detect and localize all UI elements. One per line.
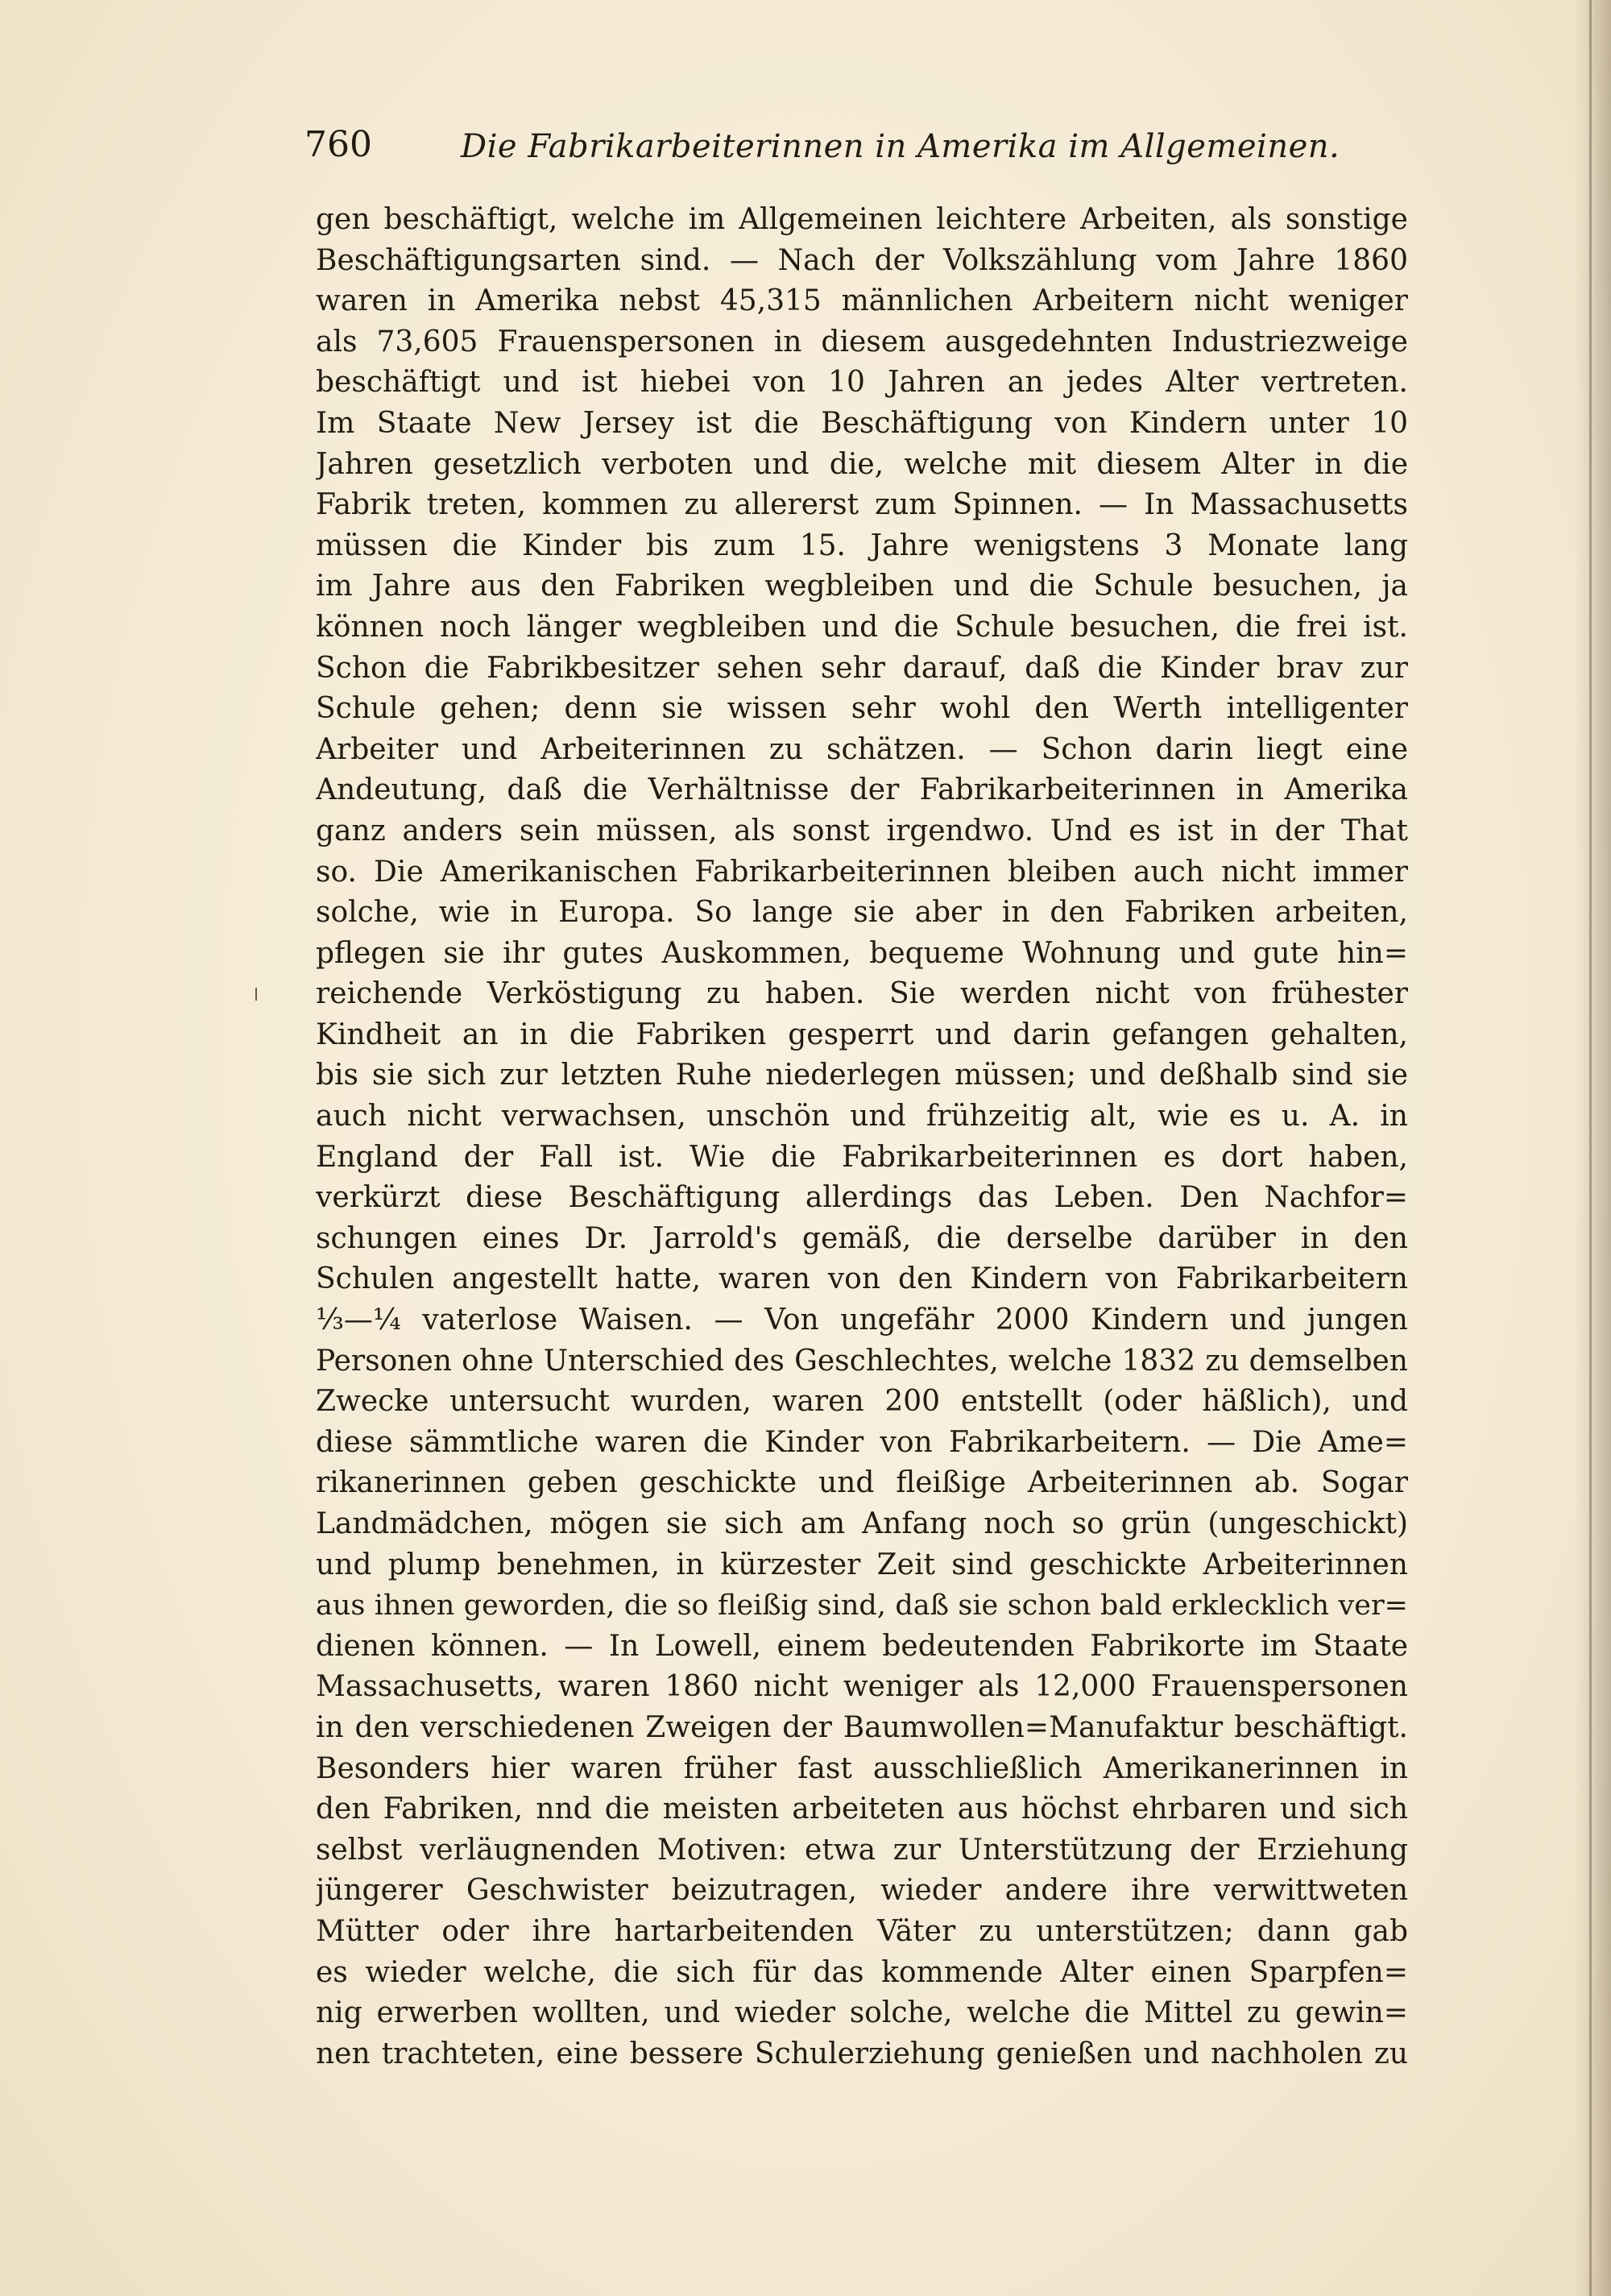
text-line: selbst verläugnenden Motiven: etwa zur Unterstützung der Erziehung	[316, 1833, 1408, 1867]
text-line: können noch länger wegbleiben und die Schule besuchen, die frei ist.	[316, 610, 1408, 644]
page-edge-shadow	[1574, 0, 1611, 2296]
text-line: Beschäftigungsarten sind. — Nach der Volkszählung vom Jahre 1860	[316, 243, 1408, 277]
text-line: Landmädchen, mögen sie sich am Anfang noch so grün (ungeschickt)	[316, 1507, 1408, 1540]
text-line: jüngerer Geschwister beizutragen, wieder andere ihre verwittweten	[316, 1874, 1408, 1908]
text-line: rikanerinnen geben geschickte und fleißige Arbeiterinnen ab. Sogar	[316, 1466, 1408, 1500]
text-line: reichende Verköstigung zu haben. Sie werden nicht von frühester	[316, 977, 1408, 1011]
text-line: schungen eines Dr. Jarrold's gemäß, die derselbe darüber in den	[316, 1221, 1408, 1255]
text-line: verkürzt diese Beschäftigung allerdings das Leben. Den Nachfor=	[316, 1181, 1408, 1215]
text-line: Im Staate New Jersey ist die Beschäftigung von Kindern unter 10	[316, 406, 1408, 440]
text-line: ganz anders sein müssen, als sonst irgendwo. Und es ist in der That	[316, 814, 1408, 848]
text-line: müssen die Kinder bis zum 15. Jahre wenigstens 3 Monate lang	[316, 528, 1408, 562]
text-line: Schulen angestellt hatte, waren von den Kindern von Fabrikarbeitern	[316, 1262, 1408, 1296]
page-header	[304, 121, 1416, 169]
text-line: den Fabriken, nnd die meisten arbeiteten aus höchst ehrbaren und sich	[316, 1792, 1408, 1826]
text-line: Kindheit an in die Fabriken gesperrt und darin gefangen gehalten,	[316, 1017, 1408, 1051]
text-line: aus ihnen geworden, die so fleißig sind, daß sie schon bald erklecklich ver=	[316, 1589, 1408, 1623]
text-line: solche, wie in Europa. So lange sie aber in den Fabriken arbeiten,	[316, 896, 1408, 930]
text-line: pflegen sie ihr gutes Auskommen, bequeme Wohnung und gute hin=	[316, 936, 1408, 970]
text-line: Schon die Fabrikbesitzer sehen sehr darauf, daß die Kinder brav zur	[316, 651, 1408, 685]
text-line: dienen können. — In Lowell, einem bedeutenden Fabrikorte im Staate	[316, 1629, 1408, 1663]
text-line: als 73,605 Frauenspersonen in diesem ausgedehnten Industriezweige	[316, 325, 1408, 358]
text-line: und plump benehmen, in kürzester Zeit sind geschickte Arbeiterinnen	[316, 1548, 1408, 1581]
text-line: ⅓—¼ vaterlose Waisen. — Von ungefähr 2000 Kindern und jungen	[316, 1303, 1408, 1337]
text-line: beschäftigt und ist hiebei von 10 Jahren an jedes Alter vertreten.	[316, 366, 1408, 400]
text-line: Besonders hier waren früher fast ausschließlich Amerikanerinnen in	[316, 1751, 1408, 1785]
text-line: im Jahre aus den Fabriken wegbleiben und die Schule besuchen, ja	[316, 570, 1408, 603]
text-line: bis sie sich zur letzten Ruhe niederlegen müssen; und deßhalb sind sie	[316, 1059, 1408, 1092]
text-line: gen beschäftigt, welche im Allgemeinen leichtere Arbeiten, als sonstige	[316, 203, 1408, 236]
text-line: England der Fall ist. Wie die Fabrikarbeiterinnen es dort haben,	[316, 1140, 1408, 1174]
text-line: es wieder welche, die sich für das kommende Alter einen Sparpfen=	[316, 1955, 1408, 1989]
text-line: diese sämmtliche waren die Kinder von Fabrikarbeitern. — Die Ame=	[316, 1425, 1408, 1459]
text-line: nig erwerben wollten, und wieder solche, welche die Mittel zu gewin=	[316, 1996, 1408, 2030]
text-line: Zwecke untersucht wurden, waren 200 entstellt (oder häßlich), und	[316, 1385, 1408, 1419]
text-line: Schule gehen; denn sie wissen sehr wohl den Werth intelligenter	[316, 692, 1408, 726]
text-line: Andeutung, daß die Verhältnisse der Fabrikarbeiterinnen in Amerika	[316, 773, 1408, 807]
text-line: nen trachteten, eine bessere Schulerziehung genießen und nachholen zu	[316, 2037, 1408, 2070]
text-line: Jahren gesetzlich verboten und die, welche mit diesem Alter in die	[316, 447, 1408, 481]
text-line: Arbeiter und Arbeiterinnen zu schätzen. — Schon darin liegt eine	[316, 732, 1408, 766]
text-line: Massachusetts, waren 1860 nicht weniger als 12,000 Frauenspersonen	[316, 1670, 1408, 1704]
page-number: 760	[304, 124, 372, 165]
margin-mark	[255, 988, 257, 1001]
text-line: so. Die Amerikanischen Fabrikarbeiterinnen bleiben auch nicht immer	[316, 855, 1408, 889]
text-line: in den verschiedenen Zweigen der Baumwollen=Manufaktur beschäftigt.	[316, 1710, 1408, 1744]
page-edge-line	[1589, 0, 1592, 2296]
text-line: Mütter oder ihre hartarbeitenden Väter zu unterstützen; dann gab	[316, 1914, 1408, 1948]
running-head: Die Fabrikarbeiterinnen in Amerika im Allgemeinen.	[461, 128, 1340, 165]
text-line: Personen ohne Unterschied des Geschlechtes, welche 1832 zu demselben	[316, 1344, 1408, 1378]
text-line: Fabrik treten, kommen zu allererst zum Spinnen. — In Massachusetts	[316, 488, 1408, 522]
body-text	[316, 200, 1408, 2074]
text-line: waren in Amerika nebst 45,315 männlichen Arbeitern nicht weniger	[316, 284, 1408, 318]
text-line: auch nicht verwachsen, unschön und frühzeitig alt, wie es u. A. in	[316, 1100, 1408, 1133]
